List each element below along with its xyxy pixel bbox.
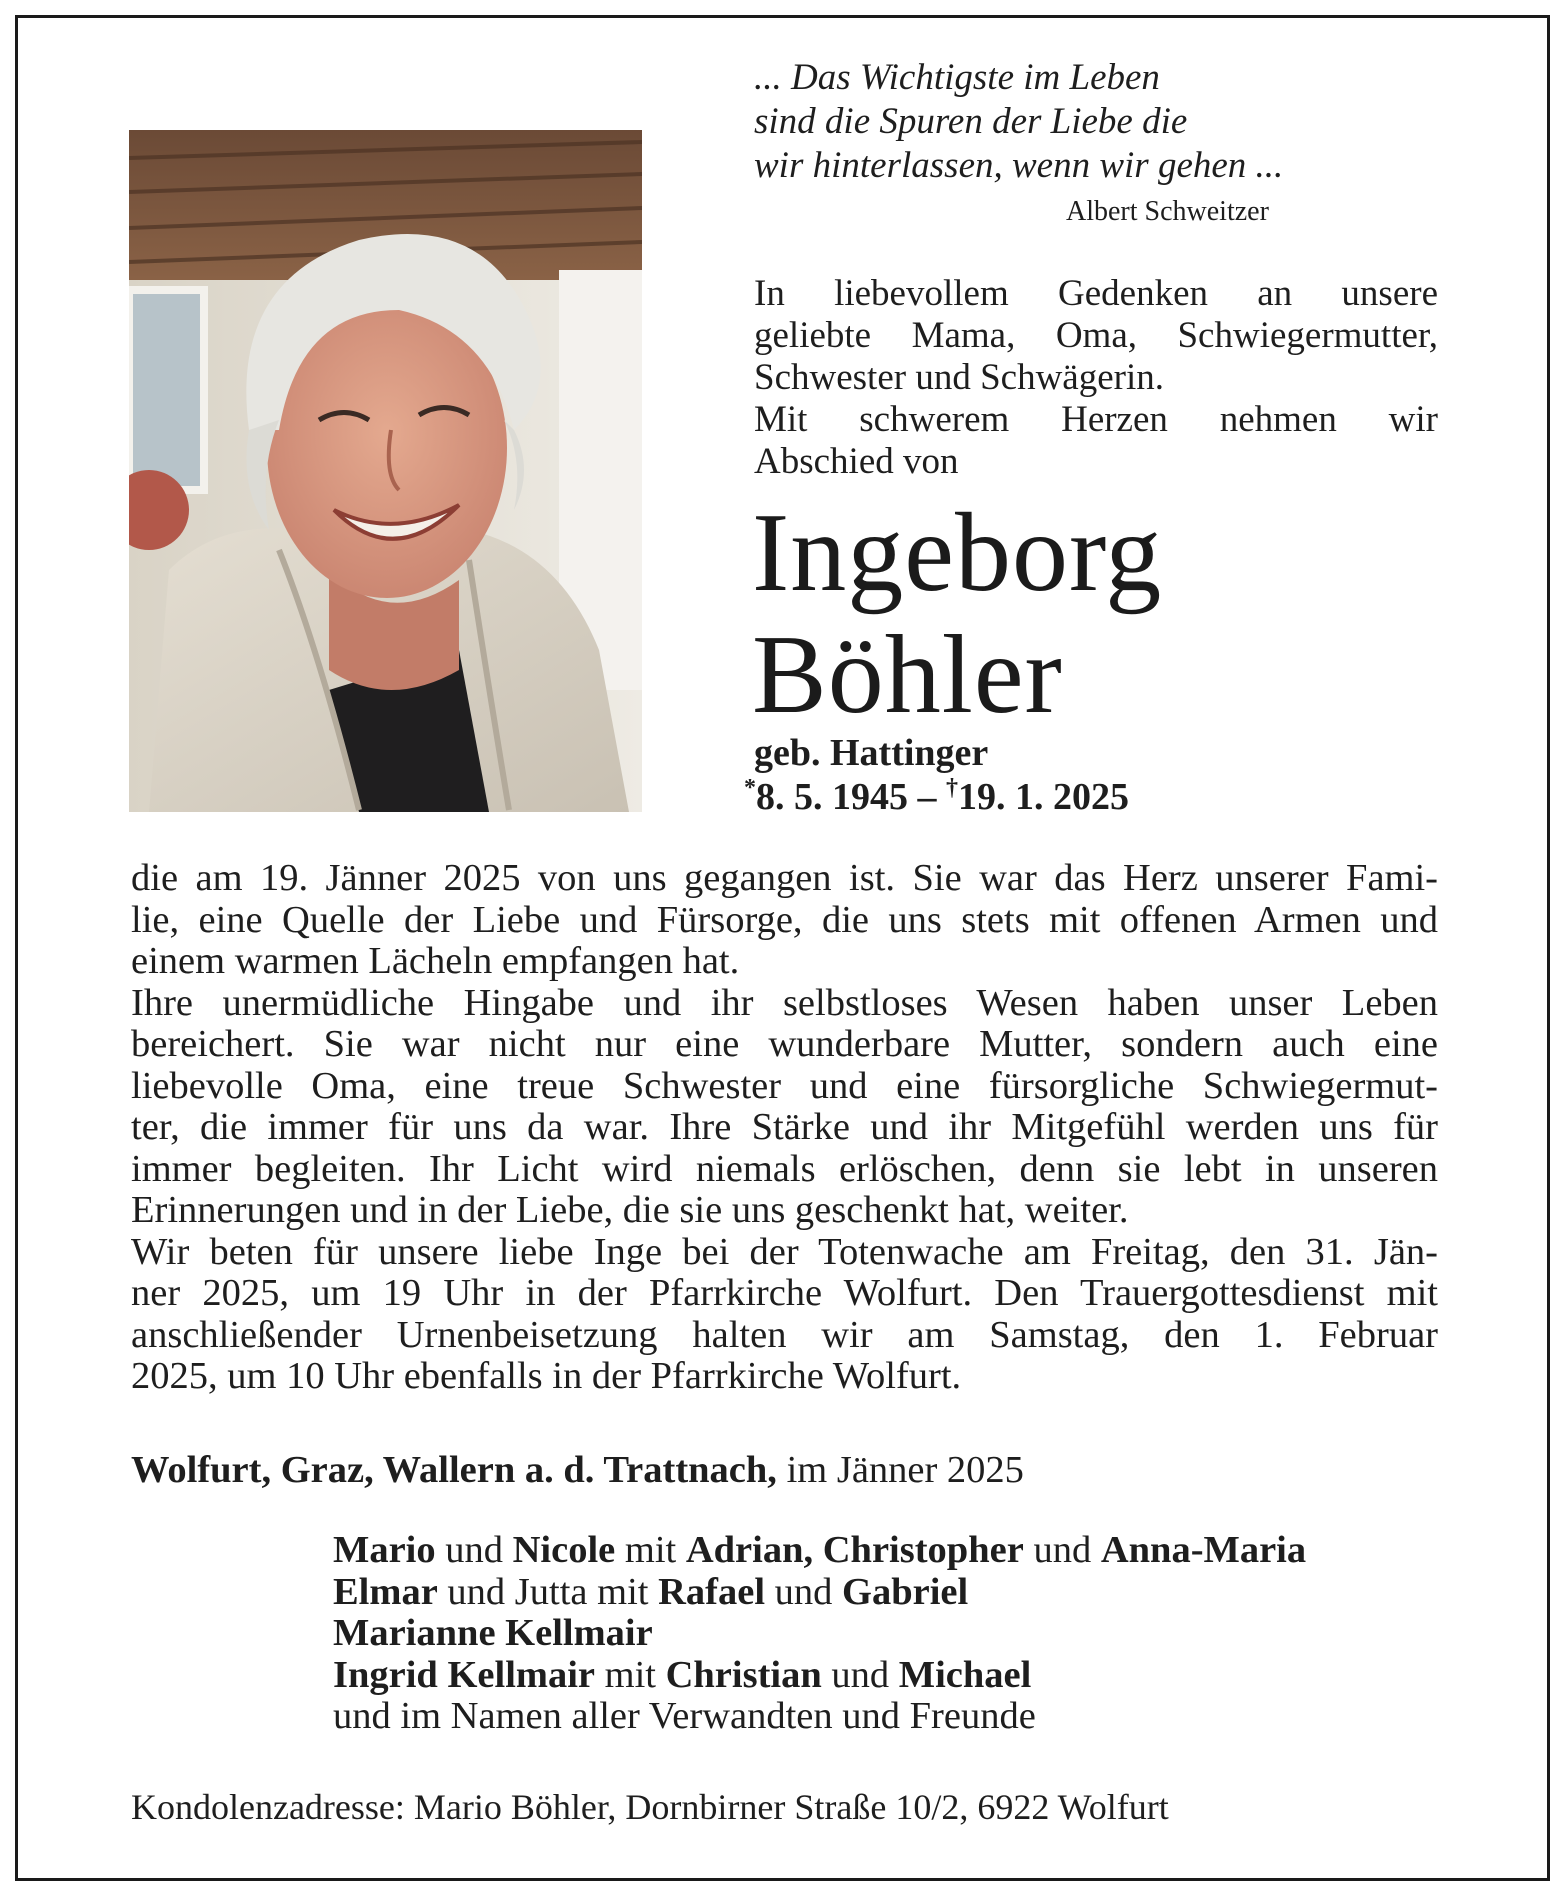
body-line: ner 2025, um 19 Uhr in der Pfarrkirche Wolfurt. Den Trauergottesdienst mit (131, 1272, 1438, 1314)
mourner-line: und im Namen aller Verwandten und Freunde (333, 1695, 1036, 1737)
intro-line: Mit schwerem Herzen nehmen wir (754, 399, 1438, 440)
places: Wolfurt, Graz, Wallern a. d. Trattnach, (131, 1449, 777, 1491)
quote-line: wir hinterlassen, wenn wir gehen ... (754, 145, 1284, 186)
connector-text: und (821, 1653, 899, 1696)
quote-line: ... Das Wichtigste im Leben (754, 57, 1160, 98)
date-text: im Jänner 2025 (776, 1449, 1024, 1491)
body-line: bereichert. Sie war nicht nur eine wunderbare Mutter, sondern auch eine (131, 1023, 1438, 1065)
mourner-line (333, 1530, 1306, 1572)
mourner-name: Gabriel (842, 1570, 969, 1613)
mourner-name: Christian (665, 1653, 822, 1696)
birth-symbol: * (744, 775, 756, 801)
intro-line: Abschied von (754, 441, 959, 482)
first-name: Ingeborg (752, 491, 1163, 615)
body-line: Erinnerungen und in der Liebe, die sie uns geschenkt hat, weiter. (131, 1189, 1129, 1231)
intro-line: In liebevollem Gedenken an unsere (754, 273, 1438, 314)
life-dates (744, 775, 1129, 819)
mourner-name: Adrian, Christopher (685, 1529, 1024, 1571)
mourner-name: Elmar (333, 1570, 438, 1613)
date-separator: – (908, 776, 946, 818)
deceased-name (752, 492, 1162, 736)
mourner-line (333, 1655, 1306, 1697)
obituary-body (131, 858, 1438, 1398)
body-line: ter, die immer für uns da war. Ihre Stärke und ihr Mitgefühl werden uns für (131, 1106, 1438, 1148)
connector-text: mit (595, 1653, 666, 1696)
body-line: die am 19. Jänner 2025 von uns gegangen ist. Sie war das Herz unserer Fami- (131, 857, 1438, 899)
place-date (131, 1448, 1024, 1492)
quote-author: Albert Schweitzer (1066, 196, 1269, 227)
body-line: Wir beten für unsere liebe Inge bei der Totenwache am Freitag, den 31. Jän- (131, 1230, 1438, 1273)
birth-date: 8. 5. 1945 (756, 776, 908, 818)
mourner-name: Ingrid Kellmair (333, 1653, 595, 1696)
body-line: liebevolle Oma, eine treue Schwester und eine fürsorgliche Schwiegermut- (131, 1064, 1438, 1107)
connector-text: und (1023, 1529, 1101, 1571)
mourner-name: Anna-Maria (1100, 1529, 1307, 1571)
quote-line: sind die Spuren der Liebe die (754, 101, 1188, 142)
portrait-illustration (129, 130, 642, 812)
connector-text: mit (615, 1529, 686, 1571)
body-line: einem warmen Lächeln empfangen hat. (131, 940, 740, 982)
mourner-name: Michael (898, 1653, 1032, 1696)
birth-name: geb. Hattinger (754, 732, 989, 774)
body-line: anschließender Urnenbeisetzung halten wir am Samstag, den 1. Februar (131, 1313, 1438, 1356)
connector-text: und (435, 1529, 513, 1571)
mourner-line (333, 1613, 1306, 1655)
connector-text: und (765, 1570, 843, 1613)
intro-line: geliebte Mama, Oma, Schwiegermutter, (754, 315, 1438, 356)
portrait-photo (129, 130, 642, 812)
mourners-list (333, 1530, 1306, 1738)
death-symbol: † (946, 775, 958, 801)
mourner-line (333, 1572, 1306, 1614)
body-line: 2025, um 10 Uhr ebenfalls in der Pfarrkirche Wolfurt. (131, 1355, 962, 1397)
death-date: 19. 1. 2025 (958, 776, 1129, 818)
condolence-address: Kondolenzadresse: Mario Böhler, Dornbirner Straße 10/2, 6922 Wolfurt (131, 1787, 1169, 1827)
mourner-name: Mario (333, 1529, 436, 1571)
epitaph-quote (754, 56, 1374, 188)
mourner-name: Nicole (512, 1529, 616, 1571)
mourner-name: Rafael (658, 1570, 766, 1613)
intro-text (754, 273, 1438, 483)
connector-text: und Jutta mit (437, 1570, 659, 1613)
body-line: lie, eine Quelle der Liebe und Fürsorge, die uns stets mit offenen Armen und (131, 898, 1438, 941)
intro-line: Schwester und Schwägerin. (754, 357, 1164, 398)
body-line: immer begleiten. Ihr Licht wird niemals erlöschen, denn sie lebt in unseren (131, 1147, 1438, 1190)
last-name: Böhler (752, 613, 1063, 737)
mourner-name: Marianne Kellmair (333, 1612, 653, 1654)
body-line: Ihre unermüdliche Hingabe und ihr selbstloses Wesen haben unser Leben (131, 981, 1438, 1024)
